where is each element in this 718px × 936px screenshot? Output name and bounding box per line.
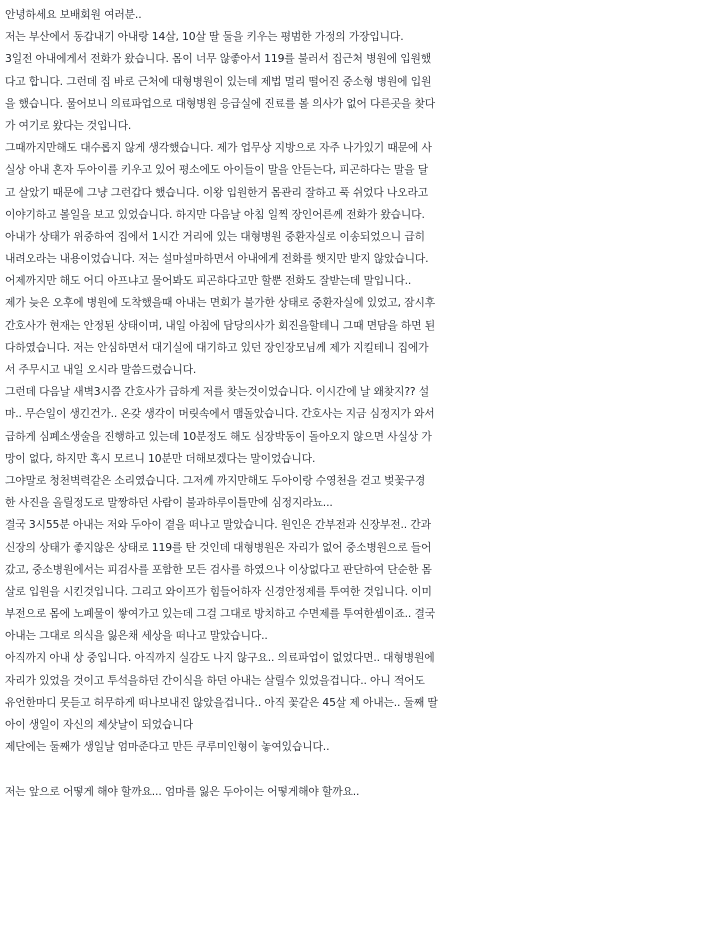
text-line: 다고 합니다. 그런데 집 바로 근처에 대형병원이 있는데 제법 멀리 떨어진 중소형 병원에 입원 (5, 74, 432, 88)
text-line: 자리가 있었을 것이고 투석을하던 간이식을 하던 아내는 살릴수 있었을겁니다.. 아니 적어도 (5, 673, 425, 687)
closing-line: 저는 앞으로 어떻게 해야 할까요... 엄마를 잃은 두아이는 어떻게해야 할까요.. (5, 784, 360, 798)
text-line: 아직까지 아내 상 중입니다. 아직까지 실감도 나지 않구요.. 의료파업이 없었다면.. 대형병원에 (5, 651, 435, 665)
text-line: 한 사진을 올릴정도로 말짱하던 사람이 불과하루이틀만에 심정지라뇨... (5, 496, 333, 510)
text-line: 가 여기로 왔다는 것입니다. (5, 118, 132, 132)
text-line: 내려오라는 내용이었습니다. 저는 설마설마하면서 아내에게 전화를 햇지만 받지 않았습니다. (5, 252, 429, 266)
text-line: 다하였습니다. 저는 안심하면서 대기실에 대기하고 있던 장인장모님께 제가 지킬테니 집에가 (5, 340, 429, 354)
text-line: 살로 입원을 시킨것입니다. 그리고 와이프가 힘들어하자 신경안정제를 투여한 것입니다. 이미 (5, 584, 432, 598)
blank-line (5, 758, 715, 780)
text-line: 고 살았기 때문에 그냥 그런갑다 했습니다. 이왕 입원한거 몸관리 잘하고 푹 쉬었다 나오라고 (5, 185, 429, 199)
post-body (5, 4, 715, 803)
text-line: 부전으로 몸에 노폐물이 쌓여가고 있는데 그걸 그대로 방치하고 수면제를 투여한셈이죠.. 결국 (5, 607, 436, 621)
text-line: 아내가 상태가 위중하여 집에서 1시간 거리에 있는 대형병원 중환자실로 이송되었으니 급히 (5, 229, 425, 243)
text-line: 그야말로 청천벽력같은 소리였습니다. 그저께 까지만해도 두아이랑 수영천을 걷고 벚꽃구경 (5, 473, 426, 487)
text-line: 제단에는 둘째가 생일날 엄마준다고 만든 쿠루미인형이 놓여있습니다.. (5, 740, 330, 754)
text-line: 실상 아내 혼자 두아이를 키우고 있어 평소에도 아이들이 말을 안듣는다, 피곤하다는 말을 달 (5, 163, 429, 177)
text-line: 어제까지만 해도 어디 아프냐고 물어봐도 피곤하다고만 할뿐 전화도 잘받는데 말입니다.. (5, 274, 412, 288)
text-line: 아내는 그대로 의식을 잃은채 세상을 떠나고 말았습니다.. (5, 629, 268, 643)
text-line: 갔고, 중소병원에서는 피검사를 포함한 모든 검사를 하였으나 이상없다고 판단하여 단순한 몸 (5, 562, 432, 576)
text-line: 을 했습니다. 물어보니 의료파업으로 대형병원 응급실에 진료를 볼 의사가 없어 다른곳을 찾다 (5, 96, 436, 110)
text-line: 그런데 다음날 새벽3시쯤 간호사가 급하게 저를 찾는것이었습니다. 이시간에 날 왜찾지?? 설 (5, 385, 430, 399)
text-line: 유언한마디 못듣고 허무하게 떠나보내진 않았을겁니다.. 아직 꽃같은 45살 제 아내는.. 둘째 딸 (5, 695, 438, 709)
greeting-line: 안녕하세요 보배회원 여러분.. (5, 8, 142, 21)
text-line: 이야기하고 볼일을 보고 있었습니다. 하지만 다음날 아침 일찍 장인어른께 전화가 왔습니다. (5, 207, 425, 221)
text-line: 서 주무시고 내일 오시라 말씀드렸습니다. (5, 363, 197, 376)
text-line: 저는 부산에서 동갑내기 아내랑 14살, 10살 딸 둘을 키우는 평범한 가정의 가장입니다. (5, 30, 404, 44)
text-line: 그때까지만해도 대수롭지 않게 생각했습니다. 제가 업무상 지방으로 자주 나가있기 때문에 사 (5, 141, 432, 155)
text-line: 아이 생일이 자신의 제삿날이 되었습니다 (5, 718, 193, 731)
text-line: 신장의 상태가 좋지않은 상태로 119를 탄 것인데 대형병원은 자리가 없어 중소병원으로 들어 (5, 540, 432, 554)
text-line: 제가 늦은 오후에 병원에 도착했을때 아내는 면회가 불가한 상태로 중환자실에 있었고, 잠시후 (5, 296, 436, 310)
text-line: 급하게 심폐소생술을 진행하고 있는데 10분정도 해도 심장박동이 돌아오지 않으면 사실상 가 (5, 429, 432, 443)
text-line: 망이 없다, 하지만 혹시 모르니 10분만 더해보겠다는 말이었습니다. (5, 451, 316, 465)
text-line: 마.. 무슨일이 생긴건가.. 온갖 생각이 머릿속에서 맴돌았습니다. 간호사는 지금 심정지가 와서 (5, 407, 435, 421)
text-line: 결국 3시55분 아내는 저와 두아이 곁을 떠나고 말았습니다. 원인은 간부전과 신장부전.. 간과 (5, 518, 431, 532)
text-line: 3일전 아내에게서 전화가 왔습니다. 몸이 너무 않좋아서 119를 불러서 집근처 병원에 입원했 (5, 52, 432, 66)
text-line: 간호사가 현재는 안정된 상태이며, 내일 아침에 담당의사가 회진을할테니 그때 면담을 하면 된 (5, 318, 436, 332)
